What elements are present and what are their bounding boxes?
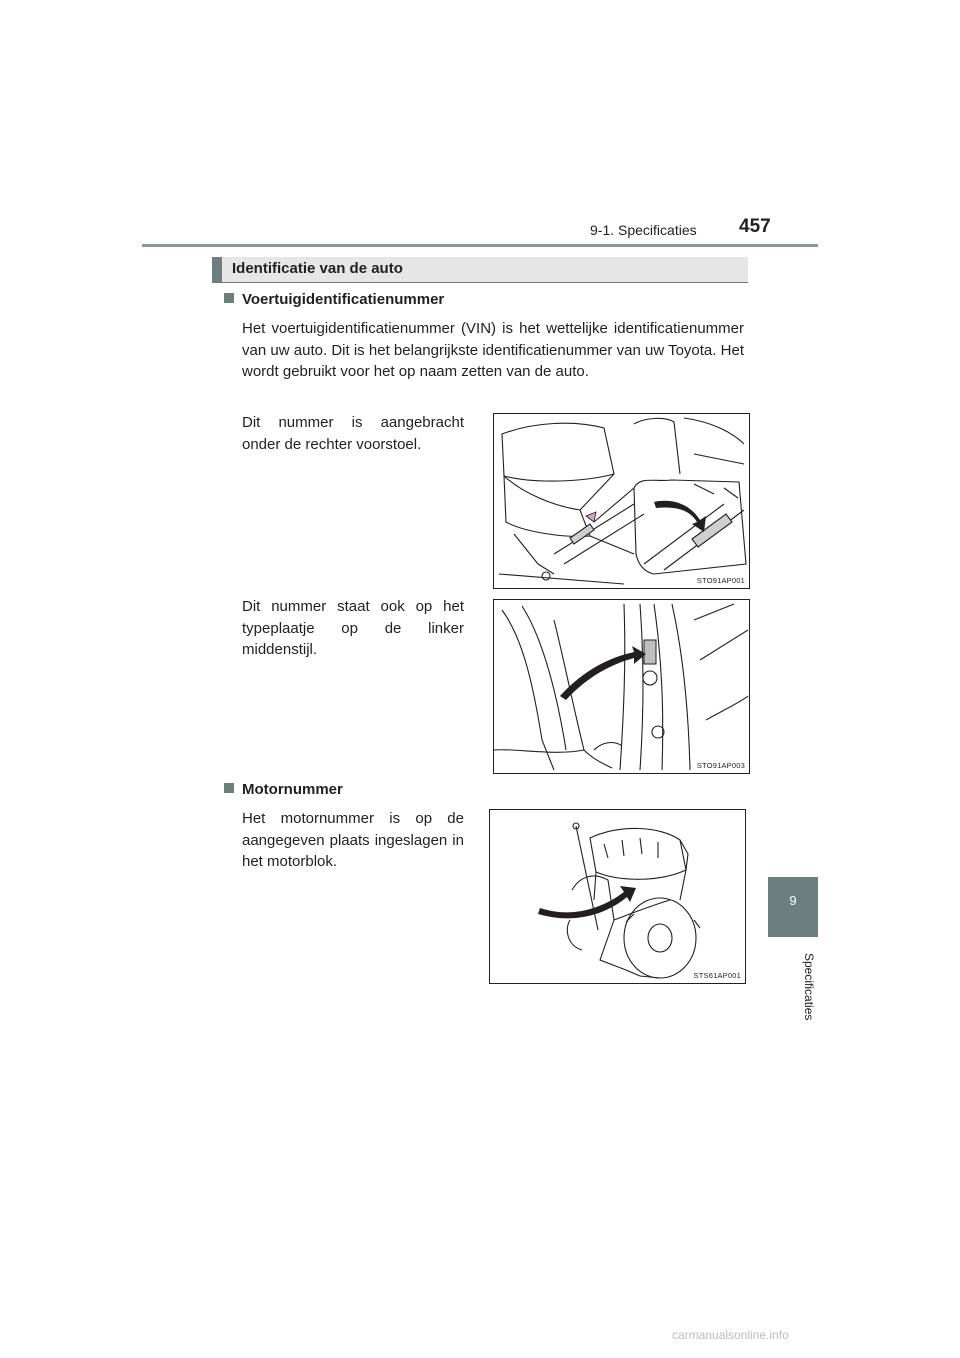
engine-heading-text: Motornummer: [242, 781, 343, 798]
seat-illustration: [494, 414, 749, 588]
engine-figure-code: STS61AP001: [693, 971, 741, 980]
square-bullet-icon: [224, 293, 234, 303]
engine-heading: [224, 781, 343, 798]
seat-figure: [493, 413, 750, 589]
section-header: [212, 257, 748, 283]
curved-arrow-icon: [654, 501, 706, 532]
page-number: 457: [739, 216, 771, 237]
vin-heading: [224, 291, 444, 308]
engine-illustration: [490, 810, 745, 983]
vin-heading-text: Voertuigidentificatienummer: [242, 291, 445, 308]
vin-location-seat: Dit nummer is aangebracht onder de rechter voorstoel.: [242, 414, 464, 453]
chapter-title: Specificaties: [802, 953, 816, 1021]
pillar-figure: [493, 599, 750, 774]
seat-figure-code: STO91AP001: [696, 576, 745, 585]
pillar-illustration: [494, 600, 749, 773]
vin-intro: Het voertuigidentificatienummer (VIN) is het wettelijke identificatienummer van uw auto. Dit is het belangrijkste identificatienummer van uw Toyota. Het wordt gebruikt voor het op naam zetten van de auto.: [242, 320, 744, 380]
watermark: carmanualsonline.info: [672, 1328, 789, 1342]
square-bullet-icon: [224, 783, 234, 793]
curved-arrow-icon: [560, 646, 646, 700]
engine-location: Het motornummer is op de aangegeven plaats ingeslagen in het motorblok.: [242, 810, 464, 870]
vin-location-pillar: Dit nummer staat ook op het typeplaatje op de linker middenstijl.: [242, 598, 464, 658]
chapter-number: 9: [789, 893, 797, 908]
curved-arrow-icon: [538, 886, 636, 918]
section-title: Identificatie van de auto: [232, 260, 403, 277]
section-label: 9-1. Specificaties: [590, 222, 697, 238]
header-rule: [142, 244, 818, 247]
pillar-figure-code: STO91AP003: [696, 761, 745, 770]
engine-figure: [489, 809, 746, 984]
